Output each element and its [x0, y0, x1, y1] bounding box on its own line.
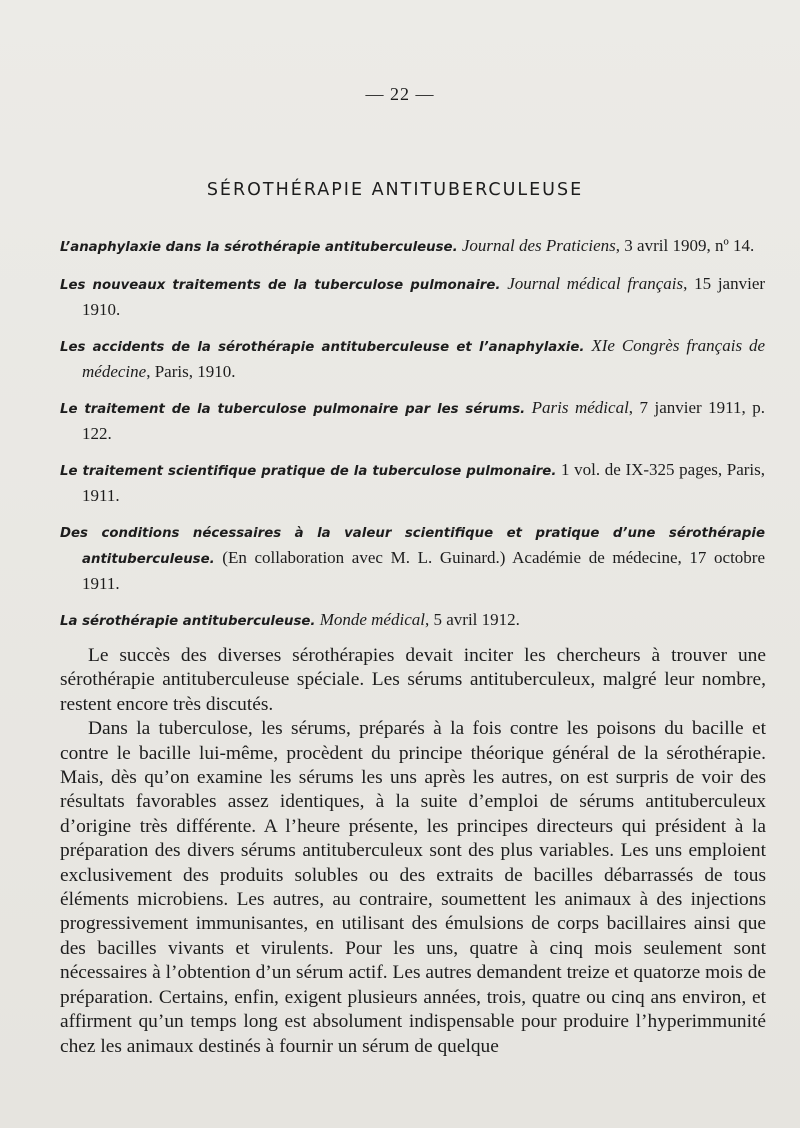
paragraph: Dans la tuberculose, les sérums, préparés à la fois contre les poisons du bacille et contre le bacille lui-même, procèdent du principe théorique général de la sérothérapie. Mais, dès qu’on examine les sérums les uns après les autres, on est surpris de voir des résultats favorables assez identiques, à la suite d’emploi de sérums antituberculeux d’origine très différente. A l’heure présente, les principes directeurs qui président à la préparation des divers sérums antituberculeux sont des plus variables. Les uns emploient exclusivement des produits solubles ou des extraits de bacilles débarrassés de tous éléments microbiens. Les autres, au contraire, soumettent les animaux à des injections progressivement immunisantes, en utilisant des émulsions de corps bacillaires ainsi que des bacilles vivants et virulents. Pour les uns, quatre à cinq mois seulement sont nécessaires à l’obtention d’un sérum actif. Les autres demandent treize et quatorze mois de préparation. Certains, enfin, exigent plusieurs années, trois, quatre ou cinq ans environ, et affirment qu’un temps long est absolument indispensable pour produire l’hyperimmunité chez les animaux destinés à fournir un sérum de quelque [60, 718, 766, 1057]
entry-details: , 5 avril 1912. [424, 610, 520, 629]
bibliography-list [60, 234, 765, 646]
entry-title: Le traitement de la tuberculose pulmonaire par les sérums. [60, 402, 526, 417]
entry-title: Le traitement scientifique pratique de la tuberculose pulmonaire. [60, 464, 557, 479]
entry-details: , 3 avril 1909, nº 14. [615, 236, 755, 255]
bibliography-entry [60, 334, 765, 384]
entry-journal: Paris médical [531, 398, 629, 417]
page-number: — 22 — [365, 84, 435, 104]
bibliography-entry [60, 520, 765, 596]
entry-title: Des conditions nécessaires à la valeur scientifique et pratique d’une sérothérapie antituberculeuse. [60, 526, 765, 567]
paragraph: Le succès des diverses sérothérapies devait inciter les chercheurs à trouver une sérothérapie antituberculeuse spéciale. Les sérums antituberculeux, malgré leur nombre, restent encore très discutés. [60, 645, 766, 715]
entry-title: Les nouveaux traitements de la tuberculose pulmonaire. [60, 278, 501, 293]
bibliography-entry [60, 458, 765, 508]
bibliography-entry [60, 608, 765, 634]
entry-details: , 15 janvier 1910. [82, 274, 766, 319]
bibliography-entry [60, 272, 765, 322]
entry-details: (En collaboration avec M. L. Guinard.) Académie de médecine, 17 octobre 1911. [82, 548, 766, 593]
entry-journal: XIe Congrès français de médecine [82, 336, 766, 381]
bibliography-entry [60, 234, 765, 260]
entry-details: , 7 janvier 1911, p. 122. [82, 398, 765, 443]
entry-journal: Journal médical français [507, 274, 684, 293]
entry-details: , Paris, 1910. [146, 362, 236, 381]
section-title: SÉROTHÉRAPIE ANTITUBERCULEUSE [206, 180, 584, 200]
entry-journal: Monde médical [319, 610, 425, 629]
entry-title: La sérothérapie antituberculeuse. [60, 614, 316, 629]
entry-details: 1 vol. de IX-325 pages, Paris, 1911. [82, 460, 766, 505]
entry-journal: Journal des Praticiens [461, 236, 616, 255]
entry-title: L’anaphylaxie dans la sérothérapie antituberculeuse. [60, 240, 458, 255]
body-text [60, 644, 766, 1059]
entry-title: Les accidents de la sérothérapie antituberculeuse et l’anaphylaxie. [60, 340, 585, 355]
bibliography-entry [60, 396, 765, 446]
